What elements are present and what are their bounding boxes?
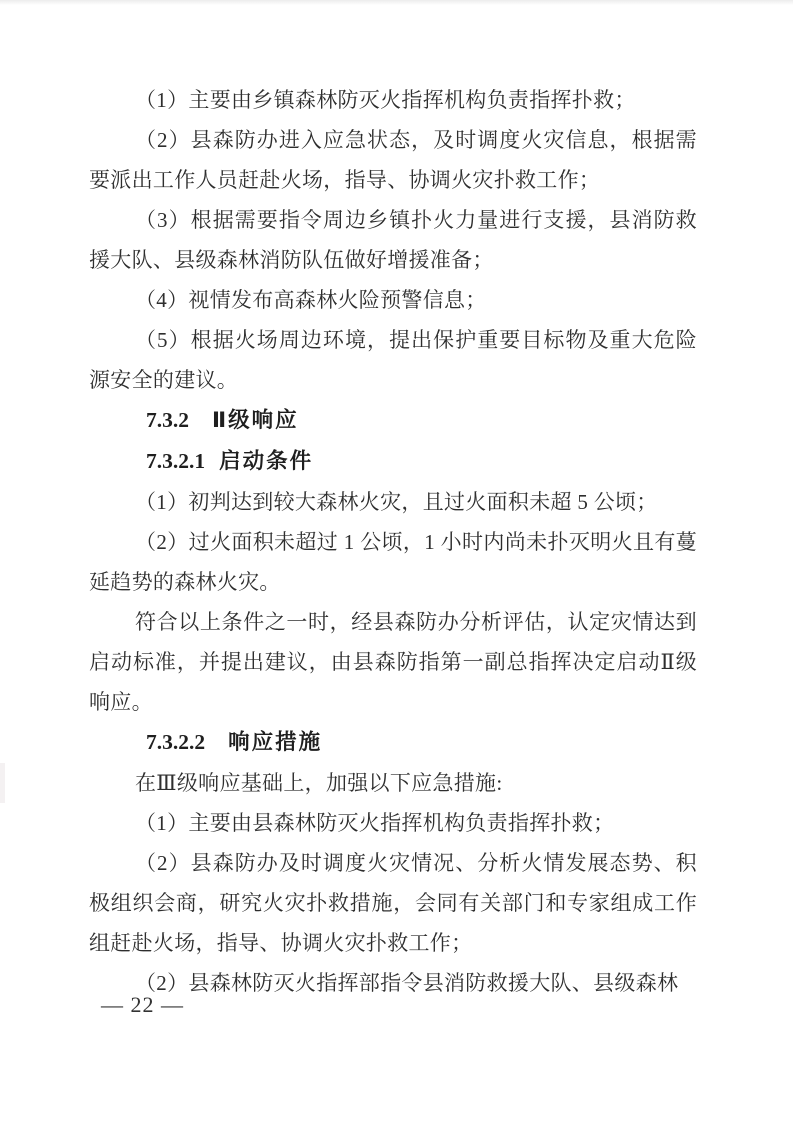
scan-artifact-left-strip (0, 763, 5, 803)
list-item-1: （1）主要由乡镇森林防灭火指挥机构负责指挥扑救； (135, 88, 636, 112)
list-item-5: （5）根据火场周边环境，提出保护重要目标物及重大危险源安全的建议。 (89, 328, 697, 392)
list-item-4: （4）视情发布高森林火险预警信息； (135, 288, 487, 312)
section-heading-7-3-2 (89, 400, 697, 441)
page-number: — 22 — (101, 992, 184, 1017)
condition-item-1: （1）初判达到较大森林火灾，且过火面积未超 5 公顷； (135, 490, 658, 514)
measure-item-1: （1）主要由县森林防灭火指挥机构负责指挥扑救； (135, 811, 615, 835)
heading-number: 7.3.2.1 (146, 449, 206, 473)
condition-summary-paragraph: 符合以上条件之一时，经县森防办分析评估，认定灾情达到启动标准，并提出建议，由县森防指第一副总指挥决定启动Ⅱ级响应。 (89, 610, 697, 714)
heading-number: 7.3.2 (146, 408, 189, 432)
scan-artifact-top-band (0, 0, 793, 5)
list-item-3: （3）根据需要指令周边乡镇扑火力量进行支援，县消防救援大队、县级森林消防队伍做好增援准备； (89, 208, 697, 272)
heading-title: 启动条件 (219, 449, 314, 474)
list-item-2: （2）县森防办进入应急状态，及时调度火灾信息，根据需要派出工作人员赶赴火场，指导、协调火灾扑救工作； (89, 128, 697, 192)
measure-item-2: （2）县森防办及时调度火灾情况、分析火情发展态势、积极组织会商，研究火灾扑救措施，会同有关部门和专家组成工作组赶赴火场，指导、协调火灾扑救工作； (89, 851, 697, 955)
heading-title: Ⅱ级响应 (212, 408, 299, 433)
document-body (89, 80, 697, 1003)
section-heading-7-3-2-1 (89, 441, 697, 482)
heading-title: 响应措施 (228, 730, 323, 755)
condition-item-2: （2）过火面积未超过 1 公顷，1 小时内尚未扑灭明火且有蔓延趋势的森林火灾。 (89, 530, 697, 594)
section-heading-7-3-2-2 (89, 722, 697, 763)
heading-number: 7.3.2.2 (146, 730, 206, 754)
measures-intro-paragraph: 在Ⅲ级响应基础上，加强以下应急措施: (135, 771, 503, 795)
measure-item-3-truncated: （2）县森林防灭火指挥部指令县消防救援大队、县级森林 (135, 971, 679, 995)
